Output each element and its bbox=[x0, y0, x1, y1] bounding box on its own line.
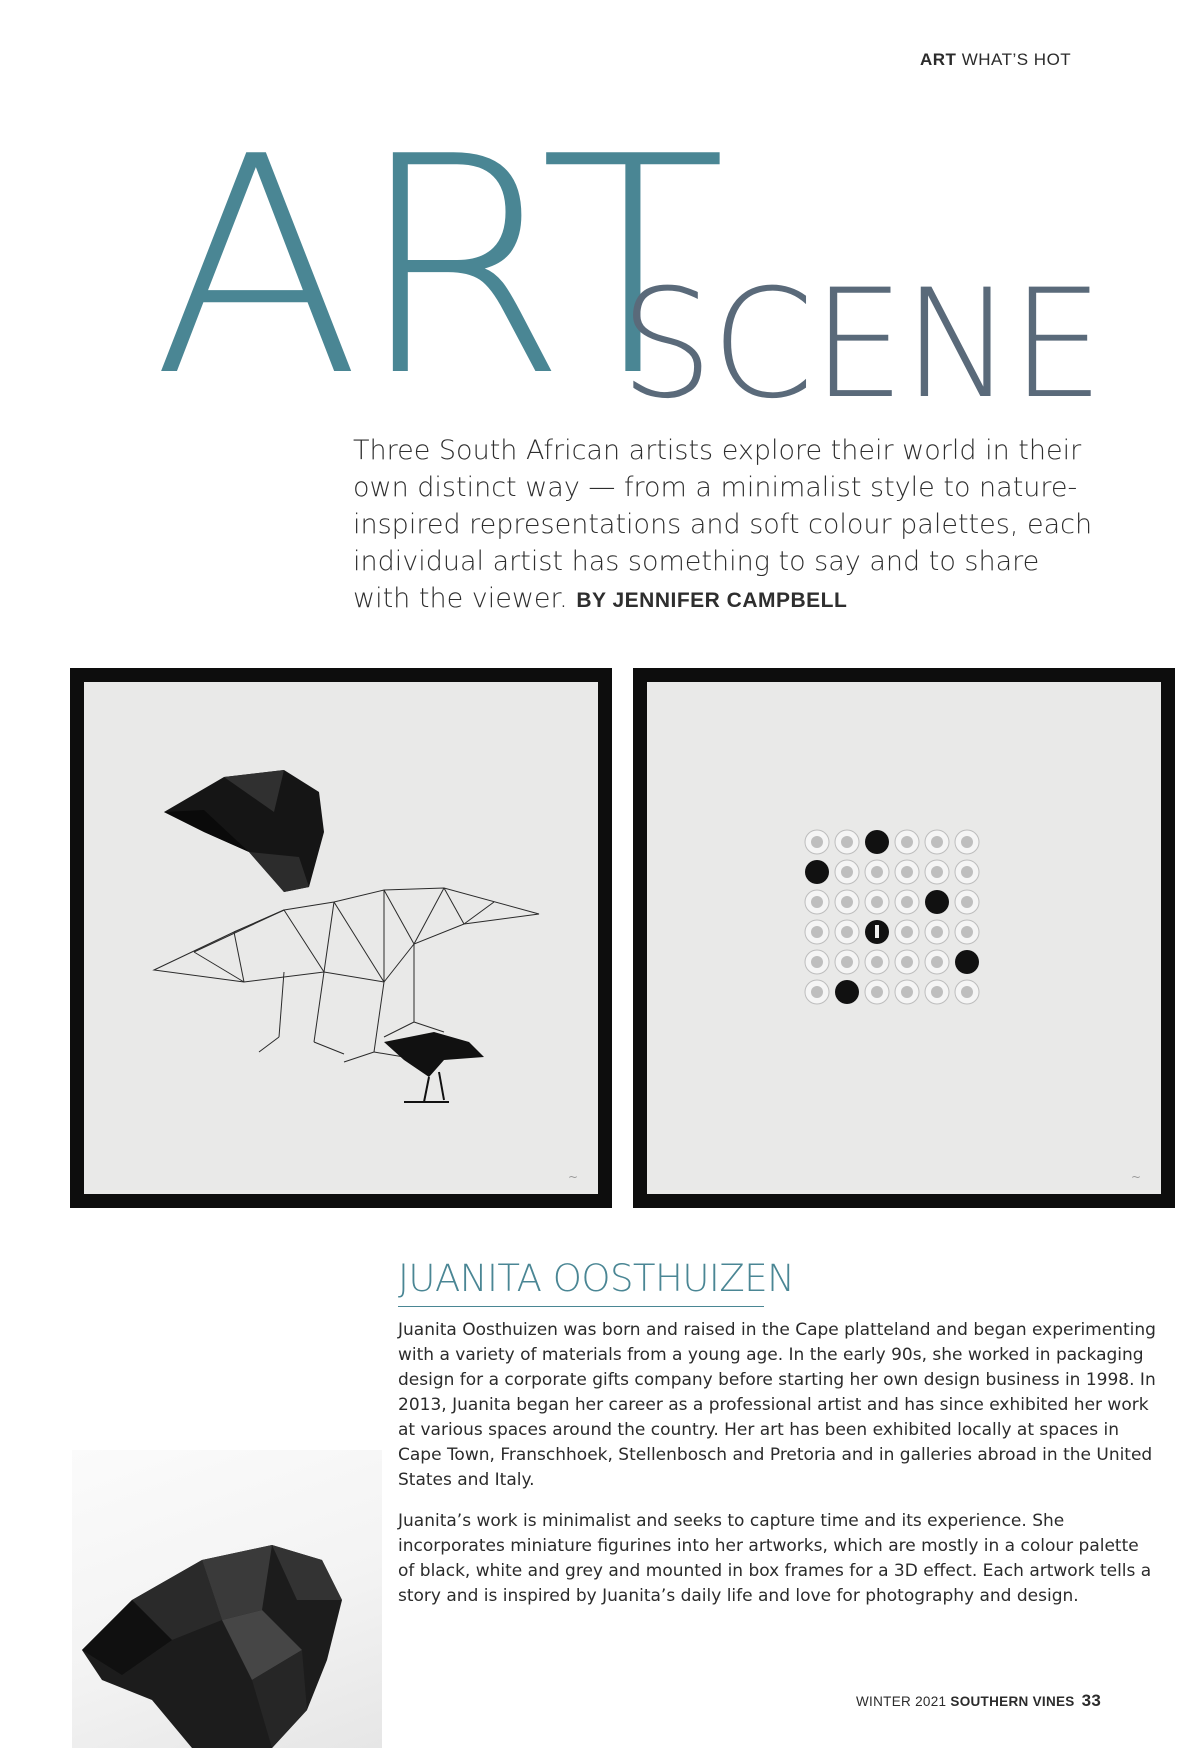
artwork-discs-image bbox=[647, 682, 1161, 1194]
disc-texture bbox=[931, 956, 943, 968]
artwork-crows-mat bbox=[84, 682, 598, 1194]
disc-texture bbox=[811, 986, 823, 998]
disc-texture bbox=[931, 986, 943, 998]
disc-texture bbox=[961, 926, 973, 938]
figurine bbox=[875, 925, 879, 938]
disc-texture bbox=[961, 836, 973, 848]
artwork-signature: ~ bbox=[1130, 1170, 1141, 1184]
disc-texture bbox=[931, 836, 943, 848]
disc-texture bbox=[841, 926, 853, 938]
artist-paragraph-2: Juanita’s work is minimalist and seeks to capture time and its experience. She incorporates miniature figurines into her artworks, which are mostly in a colour palette of black, white and grey and mounted in box frames for a 3D effect. Each artwork tells a story and is inspired by Juanita’s daily life and love for photography and design. bbox=[398, 1511, 1152, 1606]
disc-texture bbox=[901, 896, 913, 908]
crow-head-image bbox=[72, 1450, 382, 1748]
page-number: 33 bbox=[1081, 1691, 1102, 1710]
disc bbox=[925, 890, 949, 914]
disc-texture bbox=[811, 896, 823, 908]
disc bbox=[955, 950, 979, 974]
footer-magazine: SOUTHERN VINES bbox=[950, 1694, 1075, 1709]
disc-texture bbox=[811, 836, 823, 848]
disc-texture bbox=[871, 956, 883, 968]
disc-texture bbox=[811, 926, 823, 938]
page-footer bbox=[856, 1691, 1176, 1711]
title-scene: SCENE bbox=[620, 258, 1102, 432]
disc-texture bbox=[811, 956, 823, 968]
artwork-discs-mat bbox=[647, 682, 1161, 1194]
disc-texture bbox=[931, 866, 943, 878]
byline: BY JENNIFER CAMPBELL bbox=[576, 589, 848, 612]
artist-body bbox=[398, 1318, 1158, 1625]
disc-texture bbox=[901, 926, 913, 938]
section-label bbox=[920, 50, 1140, 70]
section-label-rest: WHAT’S HOT bbox=[961, 50, 1072, 69]
disc bbox=[805, 860, 829, 884]
disc-texture bbox=[901, 956, 913, 968]
artwork-crows-frame bbox=[70, 668, 612, 1208]
crow-head-photo bbox=[72, 1450, 382, 1748]
artwork-crows-image bbox=[84, 682, 598, 1194]
artist-heading: JUANITA OOSTHUIZEN bbox=[398, 1257, 764, 1307]
disc-texture bbox=[961, 866, 973, 878]
disc-texture bbox=[841, 836, 853, 848]
disc-texture bbox=[841, 956, 853, 968]
artwork-signature: ~ bbox=[567, 1170, 578, 1184]
footer-season: WINTER 2021 bbox=[856, 1694, 947, 1709]
artist-paragraph-1: Juanita Oosthuizen was born and raised in the Cape platteland and began experimenting with a variety of materials from a young age. In the early 90s, she worked in packaging design for a corporate gifts company before starting her own design business in 1998. In 2013, Juanita began her career as a professional artist and has since exhibited her work at various spaces around the country. Her art has been exhibited locally at spaces in Cape Town, Franschhoek, Stellenbosch and Pretoria and in galleries abroad in the United States and Italy. bbox=[398, 1320, 1156, 1490]
standfirst bbox=[353, 432, 1093, 619]
disc-texture bbox=[901, 986, 913, 998]
disc-texture bbox=[901, 866, 913, 878]
disc-texture bbox=[871, 986, 883, 998]
disc-texture bbox=[871, 866, 883, 878]
disc-texture bbox=[961, 986, 973, 998]
disc-texture bbox=[961, 896, 973, 908]
disc-texture bbox=[931, 926, 943, 938]
title-art: ART bbox=[152, 93, 721, 442]
disc bbox=[865, 830, 889, 854]
artwork-discs-frame bbox=[633, 668, 1175, 1208]
section-label-bold: ART bbox=[920, 50, 957, 69]
disc-texture bbox=[901, 836, 913, 848]
standfirst-text: Three South African artists explore their world in their own distinct way — from a minimalist style to nature-inspired representations and soft colour palettes, each individual artist has something to say and to share with the viewer. bbox=[353, 435, 1093, 614]
disc-texture bbox=[841, 866, 853, 878]
disc bbox=[835, 980, 859, 1004]
disc-texture bbox=[841, 896, 853, 908]
disc-texture bbox=[871, 896, 883, 908]
